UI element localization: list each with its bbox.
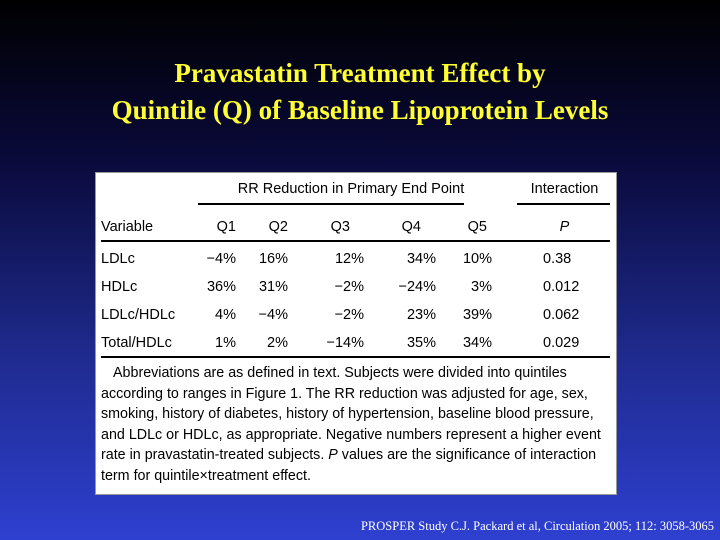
row-p: 0.062 (543, 307, 580, 323)
group-header-rr-reduction: RR Reduction in Primary End Point (237, 181, 465, 197)
column-header-q1: Q1 (216, 219, 236, 235)
row-q5: 34% (462, 335, 492, 351)
footnote-text-1: Abbreviations are as defined in text. Subjects were divided into quintiles according to ranges in Figure 1. The RR reduction was adjusted for age, sex, smoking, history of diabetes, history of hypertension, baseline blood pressure, and LDLc or HDLc, as appropriate. Negative numbers represent a higher event rate in pravastatin-treated subjects. (101, 365, 601, 463)
citation-credit: PROSPER Study C.J. Packard et al, Circulation 2005; 112: 3058-3065 (360, 519, 714, 533)
slide-title (0, 55, 720, 129)
row-q1: 4% (215, 307, 236, 323)
group-header-interaction: Interaction (530, 181, 599, 197)
row-q4: −24% (398, 279, 436, 295)
slide-title-line-2: Quintile (Q) of Baseline Lipoprotein Levels (111, 95, 609, 125)
row-q5: 10% (462, 251, 492, 267)
row-variable: HDLc (101, 279, 138, 295)
row-q3: −2% (334, 307, 364, 323)
row-p: 0.38 (543, 251, 572, 267)
row-q2: −4% (258, 307, 288, 323)
column-header-q5: Q5 (467, 219, 487, 235)
table-footnote (101, 363, 611, 486)
row-p: 0.012 (543, 279, 580, 295)
row-variable: LDLc (101, 251, 135, 267)
row-p: 0.029 (543, 335, 580, 351)
table-bottom-rule (101, 356, 610, 358)
column-header-variable: Variable (101, 219, 154, 235)
group-header-rule (198, 203, 464, 205)
row-q1: 1% (215, 335, 236, 351)
footnote-p-italic: P (328, 447, 338, 463)
footnote-text-2: values are the significance of interaction term for quintile×treatment effect. (101, 447, 597, 484)
row-q5: 39% (462, 307, 492, 323)
column-header-q3: Q3 (330, 219, 350, 235)
header-bottom-rule (101, 240, 610, 242)
row-q4: 23% (406, 307, 436, 323)
row-q2: 2% (267, 335, 288, 351)
row-q3: −14% (326, 335, 364, 351)
column-header-p: P (559, 219, 570, 235)
row-variable: Total/HDLc (101, 335, 172, 351)
row-q1: −4% (206, 251, 236, 267)
results-table-panel (95, 172, 617, 495)
slide-title-line-1: Pravastatin Treatment Effect by (174, 58, 546, 88)
row-q3: 12% (334, 251, 364, 267)
row-q4: 34% (406, 251, 436, 267)
column-header-q4: Q4 (401, 219, 421, 235)
row-q5: 3% (471, 279, 492, 295)
interaction-header-rule (517, 203, 610, 205)
row-q4: 35% (406, 335, 436, 351)
row-q2: 16% (258, 251, 288, 267)
column-header-q2: Q2 (268, 219, 288, 235)
row-variable: LDLc/HDLc (101, 307, 176, 323)
row-q3: −2% (334, 279, 364, 295)
row-q1: 36% (206, 279, 236, 295)
row-q2: 31% (258, 279, 288, 295)
